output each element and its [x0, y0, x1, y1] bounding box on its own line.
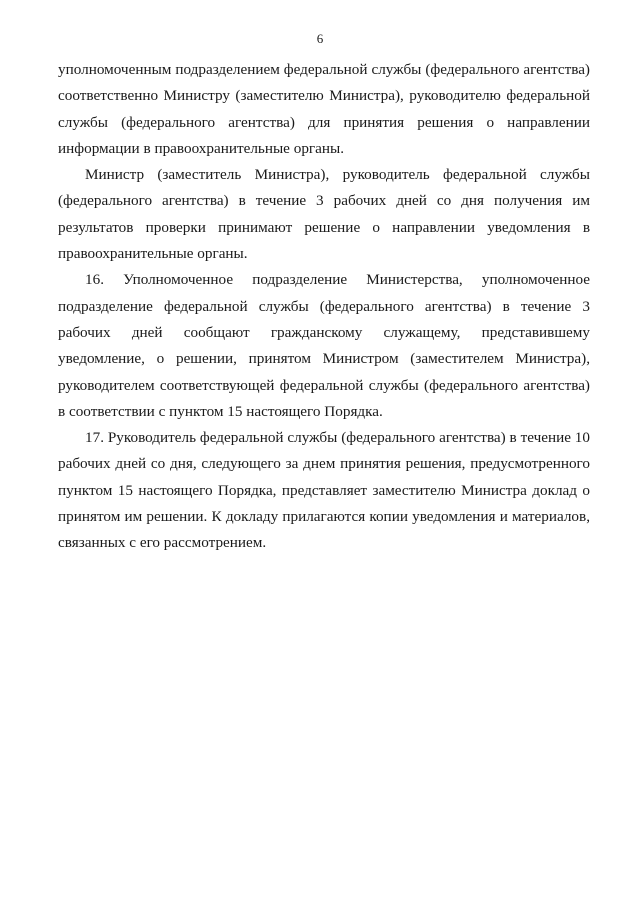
document-body — [58, 57, 590, 557]
paragraph-minister-decision: Министр (заместитель Министра), руководитель федеральной службы (федерального агентства) в течение 3 рабочих дней со дня получения им результатов проверки принимают решение о направлении уведомления в правоохранительные органы. — [58, 166, 590, 263]
paragraph-item-16: 16. Уполномоченное подразделение Министерства, уполномоченное подразделение федеральной службы (федерального агентства) в течение 3 рабочих дней сообщают гражданскому служащему, представившему уведомление, о решении, принятом Министром (заместителем Министра), руководителем соответствующей федеральной службы (федерального агентства) в соответствии с пунктом 15 настоящего Порядка. — [58, 271, 590, 420]
paragraph-continuation: уполномоченным подразделением федеральной службы (федерального агентства) соответственно Министру (заместителю Министра), руководителю федеральной службы (федерального агентства) для принятия решения о направлении информации в правоохранительные органы. — [58, 61, 590, 157]
page-number: 6 — [316, 31, 324, 46]
paragraph-item-17: 17. Руководитель федеральной службы (федерального агентства) в течение 10 рабочих дней со дня, следующего за днем принятия решения, предусмотренного пунктом 15 настоящего Порядка, представляет заместителю Министра доклад о принятом им решении. К докладу прилагаются копии уведомления и материалов, связанных с его рассмотрением. — [58, 429, 590, 552]
